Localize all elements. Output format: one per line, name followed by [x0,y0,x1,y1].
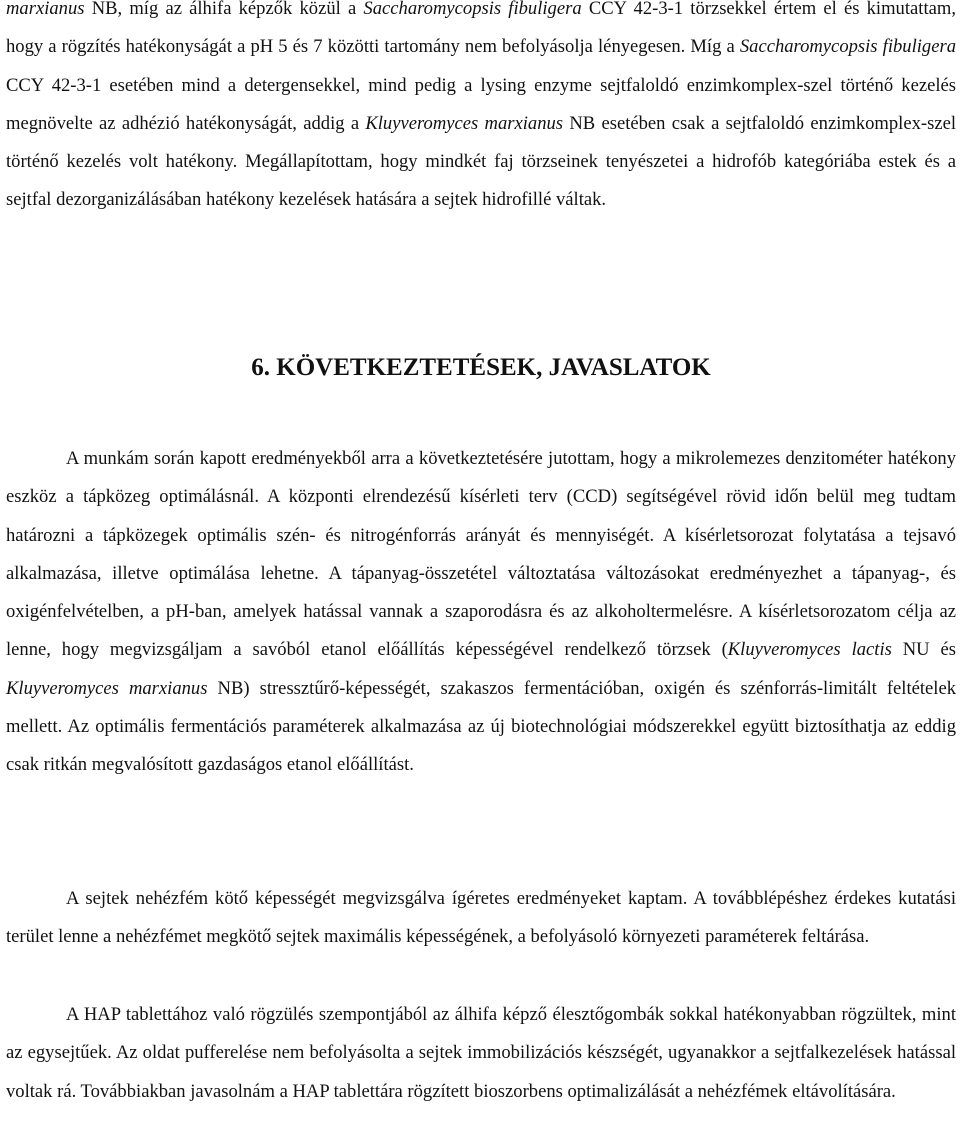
section-heading: 6. KÖVETKEZTETÉSEK, JAVASLATOK [251,354,711,381]
paragraph-conclusions [6,440,956,785]
species-name: Saccharomycopsis fibuligera [739,36,956,58]
text-run: NB esetében csak a sejtfaloldó enzimkomplex-szel történő kezelés volt hatékony. Megállapítottam, hogy mindkét faj törzseinek tenyészetei a hidrofób kategóriába estek és a sejtfal dezorganizálásában hatékony kezelések hatására a sejtek hidrofillé váltak. [6,112,956,211]
text-run: NB, míg az álhifa képzők közül a [84,0,364,19]
species-name: Kluyveromyces lactis [727,639,892,661]
species-name: Kluyveromyces marxianus [6,677,208,699]
paragraph-heavy-metal: A sejtek nehézfém kötő képességét megvizsgálva ígéretes eredményeket kaptam. A továbblépéshez érdekes kutatási terület lenne a nehézfémet megkötő sejtek maximális képességének, a befolyásoló környezeti paraméterek feltárása. [6,888,956,948]
paragraph-hap-tablet: A HAP tablettához való rögzülés szempontjából az álhifa képző élesztőgombák sokkal hatékonyabban rögzültek, mint az egysejtűek. Az oldat pufferelése nem befolyásolta a sejtek immobilizációs készségét, ugyanakkor a sejtfalkezelések hatással voltak rá. Továbbiakban javasolnám a HAP tablettára rögzített bioszorbens optimalizálását a nehézfémek eltávolítására. [6,1004,956,1102]
text-run: NB) stressztűrő-képességét, szakaszos fermentációban, oxigén és szénforrás-limitált feltételek mellett. Az optimális fermentációs paraméterek alkalmazása az új biotechnológiai módszerekkel együtt biztosíthatja az eddig csak ritkán megvalósított gazdaságos etanol előállítást. [6,677,956,776]
text-run: NU és [891,639,956,661]
species-name: marxianus [6,0,85,19]
species-name: Saccharomycopsis fibuligera [363,0,582,19]
species-name: Kluyveromyces marxianus [365,112,564,134]
text-run: CCY 42-3-1 törzsekkel értem el és kimutattam, hogy a rögzítés hatékonyságát a pH 5 és 7 közötti tartomány nem befolyásolja lényegesen. Míg a [6,0,956,58]
text-run: A munkám során kapott eredményekből arra a következtetésére jutottam, hogy a mikrolemezes denzitométer hatékony eszköz a tápközeg optimálásnál. A központi elrendezésű kísérleti terv (CCD) segítségével rövid időn belül meg tudtam határozni a tápközegek optimális szén- és nitrogénforrás arányát és mennyiségét. A kísérletsorozat folytatása a tejsavó alkalmazása, illetve optimálása lehetne. A tápanyag-összetétel változtatása változásokat eredményezhet a tápanyag-, és oxigénfelvételben, a pH-ban, amelyek hatással vannak a szaporodásra és az alkoholtermelésre. A kísérletsorozatom célja az lenne, hogy megvizsgáljam a savóból etanol előállítás képességével rendelkező törzsek ( [6,448,956,661]
text-run: CCY 42-3-1 esetében mind a detergensekkel, mind pedig a lysing enzyme sejtfaloldó enzimkomplex-szel történő kezelés megnövelte az adhézió hatékonyságát, addig a [6,74,956,134]
paragraph-results-summary [6,0,956,220]
